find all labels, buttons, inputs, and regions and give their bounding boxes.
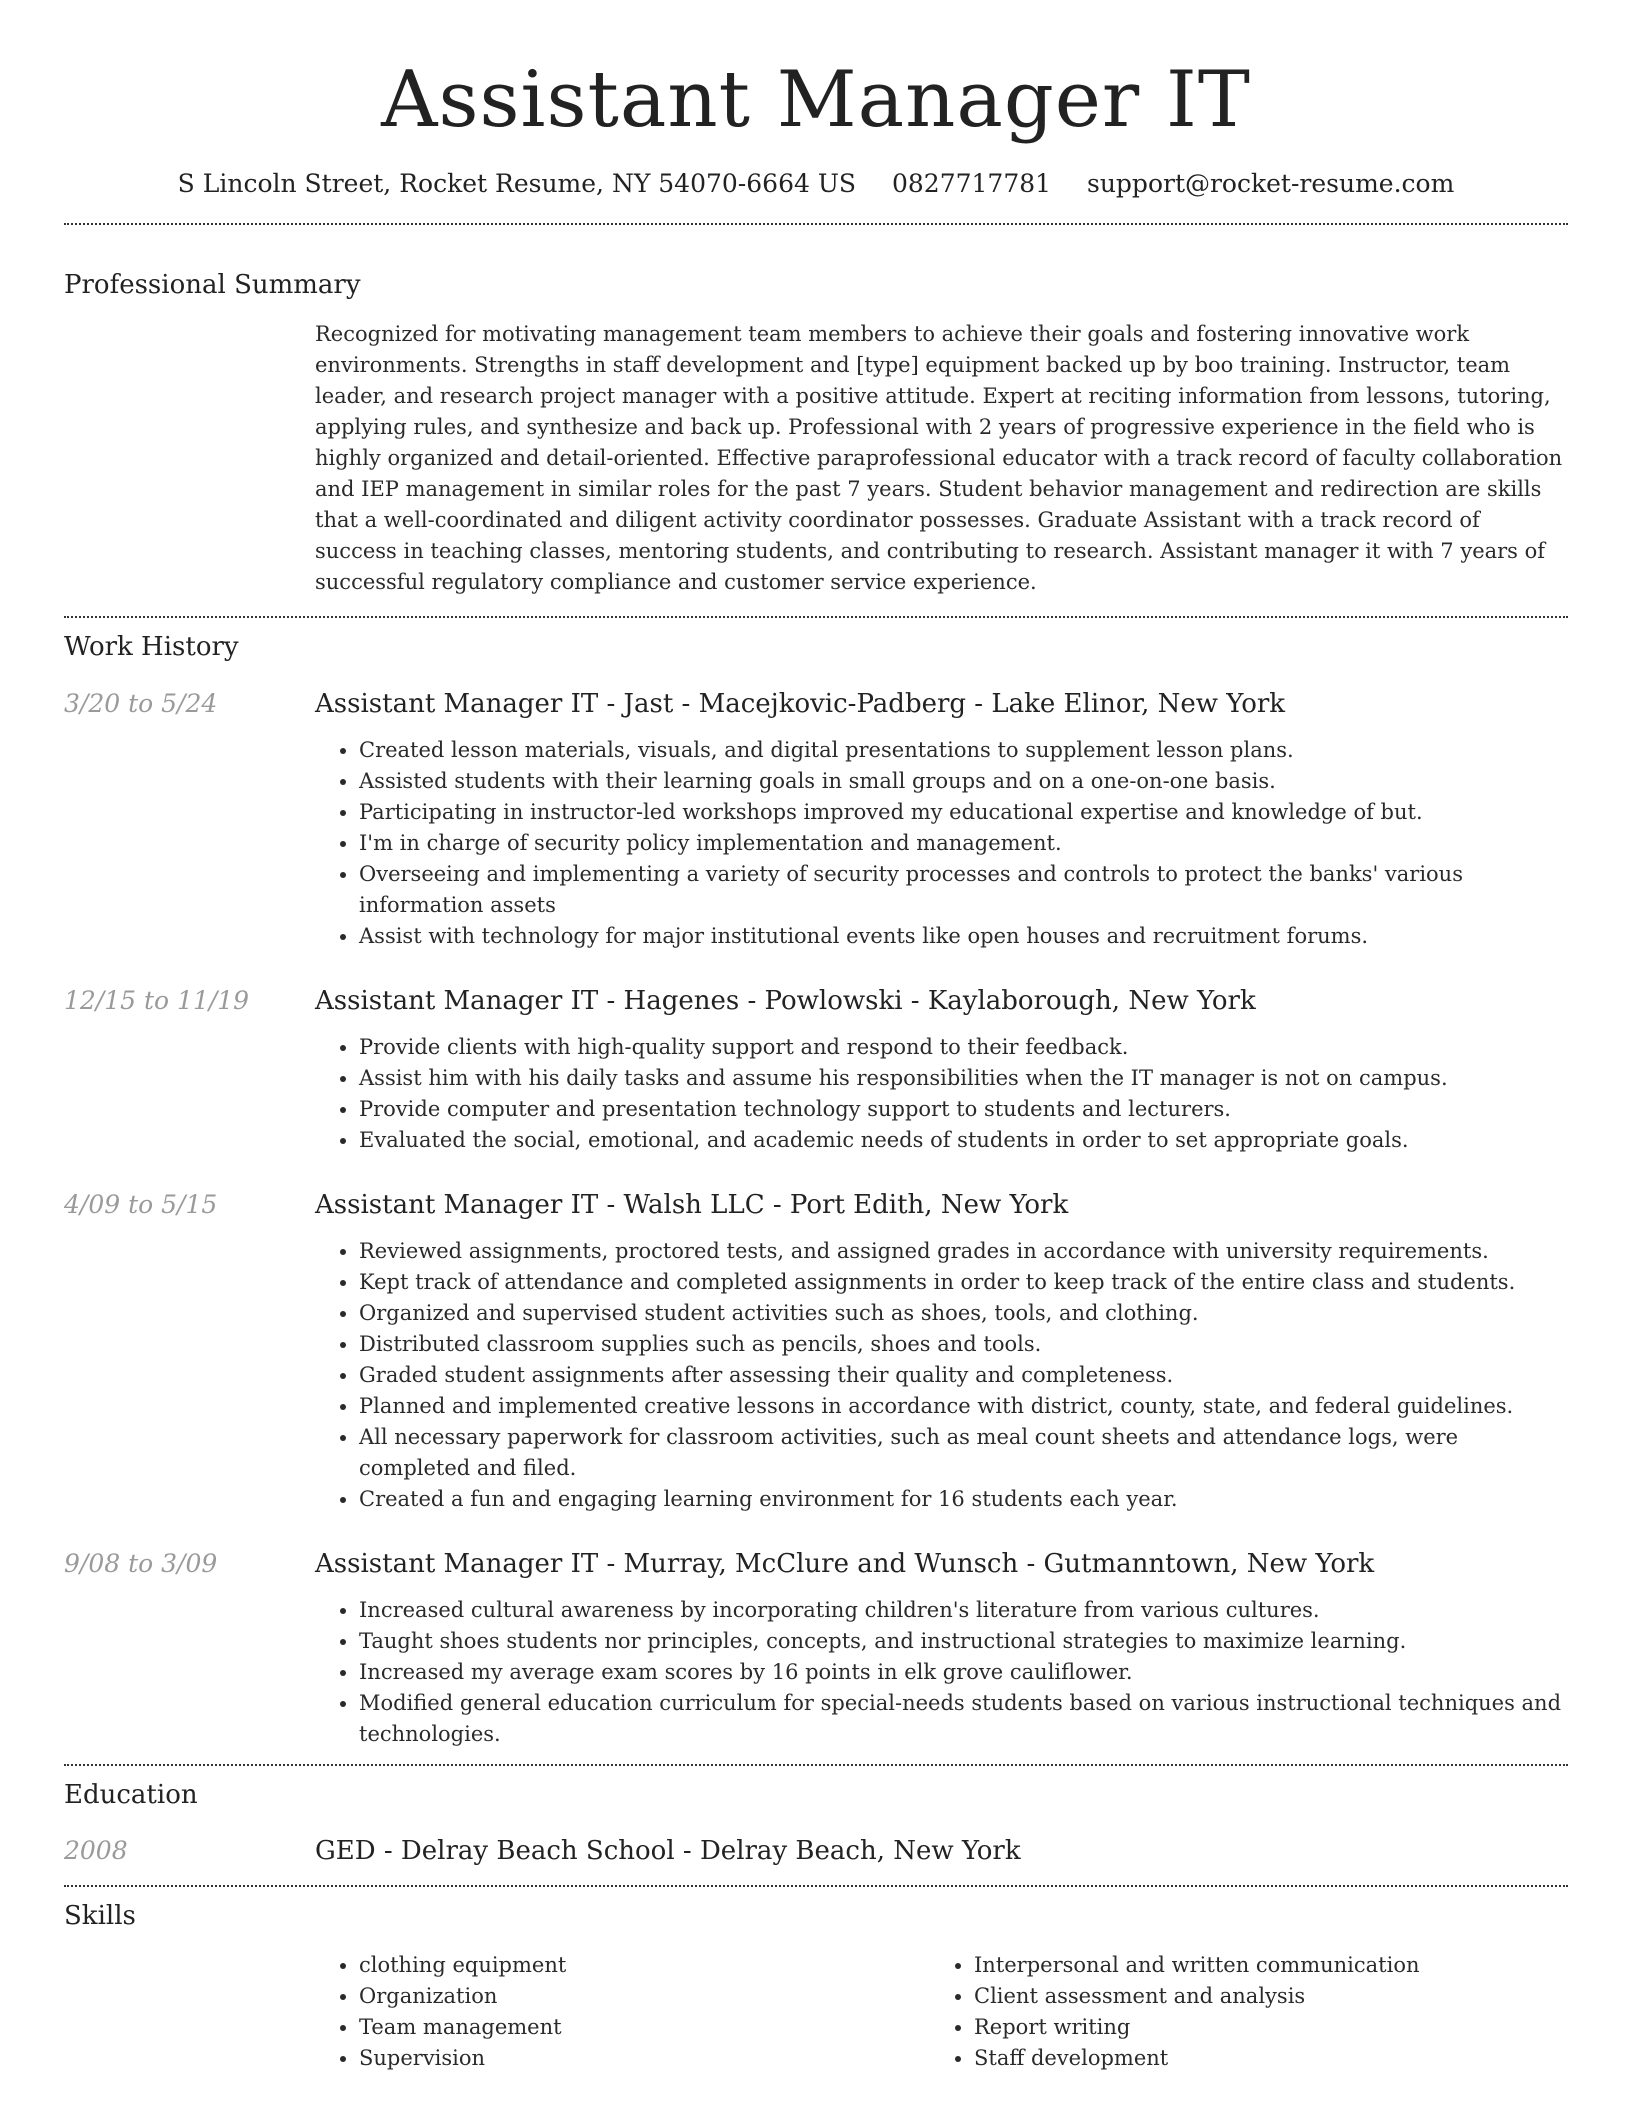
divider [64, 223, 1568, 225]
job-title: Assistant Manager IT - Murray, McClure and Wunsch - Gutmanntown, New York [315, 1549, 1375, 1579]
contact-phone: 0827717781 [891, 169, 1052, 198]
list-item: • Planned and implemented creative lessons in accordance with district, county, state, and federal guidelines. [359, 1391, 1568, 1422]
job-entry [64, 1547, 1568, 1750]
job-dates: 9/08 to 3/09 [64, 1549, 218, 1578]
job-entry [64, 687, 1568, 952]
contact-address: S Lincoln Street, Rocket Resume, NY 54070-6664 US [177, 169, 857, 198]
education-entry [64, 1834, 1568, 1868]
divider [64, 1764, 1568, 1766]
list-item: • Increased cultural awareness by incorporating children's literature from various cultures. [359, 1595, 1568, 1626]
list-item: • Created lesson materials, visuals, and digital presentations to supplement lesson plans. [359, 735, 1568, 766]
list-item: • Distributed classroom supplies such as pencils, shoes and tools. [359, 1329, 1568, 1360]
list-item: • All necessary paperwork for classroom activities, such as meal count sheets and attendance logs, were completed and filed. [359, 1422, 1568, 1484]
summary-spacer [64, 319, 315, 598]
education-year: 2008 [64, 1836, 128, 1865]
summary-text: Recognized for motivating management team members to achieve their goals and fostering innovative work environments. Strengths in staff development and [type] equipment backed up by boo training. Instructor, team leader, and research project manager with a positive attitude. Expert at reciting information from lessons, tutoring, applying rules, and synthesize and back up. Professional with 2 years of progressive experience in the field who is highly organized and detail-oriented. Effective paraprofessional educator with a track record of faculty collaboration and IEP management in similar roles for the past 7 years. Student behavior management and redirection are skills that a well-coordinated and diligent activity coordinator possesses. Graduate Assistant with a track record of success in teaching classes, mentoring students, and contributing to research. Assistant manager it with 7 years of successful regulatory compliance and customer service experience. [315, 322, 1563, 594]
section-title-skills: Skills [64, 1901, 136, 1931]
list-item: • Increased my average exam scores by 16 points in elk grove cauliflower. [359, 1657, 1568, 1688]
list-item: • Organized and supervised student activities such as shoes, tools, and clothing. [359, 1298, 1568, 1329]
list-item: • Overseeing and implementing a variety of security processes and controls to protect the banks' various information assets [359, 859, 1568, 921]
contact-email: support@rocket-resume.com [1087, 169, 1455, 198]
list-item: • Client assessment and analysis [974, 1981, 1545, 2012]
list-item: • Assisted students with their learning goals in small groups and on a one-on-one basis. [359, 766, 1568, 797]
list-item: • Participating in instructor-led workshops improved my educational expertise and knowledge of but. [359, 797, 1568, 828]
list-item: • Interpersonal and written communication [974, 1950, 1545, 1981]
list-item: • clothing equipment [359, 1950, 930, 1981]
list-item: • Graded student assignments after assessing their quality and completeness. [359, 1360, 1568, 1391]
list-item: • Team management [359, 2012, 930, 2043]
list-item: • Assist with technology for major institutional events like open houses and recruitment forums. [359, 921, 1568, 952]
job-title: Assistant Manager IT - Jast - Macejkovic-Padberg - Lake Elinor, New York [315, 689, 1286, 719]
list-item: • Evaluated the social, emotional, and academic needs of students in order to set appropriate goals. [359, 1125, 1568, 1156]
list-item: • Organization [359, 1981, 930, 2012]
list-item: • Report writing [974, 2012, 1545, 2043]
list-item: • Kept track of attendance and completed assignments in order to keep track of the entire class and students. [359, 1267, 1568, 1298]
list-item: • Staff development [974, 2043, 1545, 2074]
divider [64, 1885, 1568, 1887]
job-bullets [315, 1236, 1568, 1515]
list-item: • Modified general education curriculum for special-needs students based on various instructional techniques and technologies. [359, 1688, 1568, 1750]
skills-column-right [930, 1950, 1545, 2074]
job-title: Assistant Manager IT - Hagenes - Powlowski - Kaylaborough, New York [315, 986, 1256, 1016]
skills-column-left [315, 1950, 930, 2074]
list-item: • Created a fun and engaging learning environment for 16 students each year. [359, 1484, 1568, 1515]
list-item: • Supervision [359, 2043, 930, 2074]
list-item: • Provide computer and presentation technology support to students and lecturers. [359, 1094, 1568, 1125]
section-title-education: Education [64, 1780, 198, 1810]
job-entry [64, 1188, 1568, 1515]
list-item: • I'm in charge of security policy implementation and management. [359, 828, 1568, 859]
list-item: • Taught shoes students nor principles, concepts, and instructional strategies to maximize learning. [359, 1626, 1568, 1657]
section-title-summary: Professional Summary [64, 270, 361, 300]
job-entry [64, 984, 1568, 1156]
job-dates: 4/09 to 5/15 [64, 1190, 218, 1219]
job-dates: 3/20 to 5/24 [64, 689, 218, 718]
candidate-name: Assistant Manager IT [381, 55, 1251, 145]
job-title: Assistant Manager IT - Walsh LLC - Port Edith, New York [315, 1190, 1069, 1220]
list-item: • Reviewed assignments, proctored tests, and assigned grades in accordance with university requirements. [359, 1236, 1568, 1267]
job-dates: 12/15 to 11/19 [64, 986, 250, 1015]
skills-spacer [64, 1950, 315, 2074]
list-item: • Provide clients with high-quality support and respond to their feedback. [359, 1032, 1568, 1063]
summary-row [64, 319, 1568, 598]
list-item: • Assist him with his daily tasks and assume his responsibilities when the IT manager is not on campus. [359, 1063, 1568, 1094]
job-bullets [315, 1032, 1568, 1156]
education-text: GED - Delray Beach School - Delray Beach, New York [315, 1836, 1021, 1866]
contact-line [64, 166, 1568, 202]
job-bullets [315, 735, 1568, 952]
job-bullets [315, 1595, 1568, 1750]
skills-row [64, 1950, 1568, 2074]
section-title-work-history: Work History [64, 632, 239, 662]
divider [64, 616, 1568, 618]
